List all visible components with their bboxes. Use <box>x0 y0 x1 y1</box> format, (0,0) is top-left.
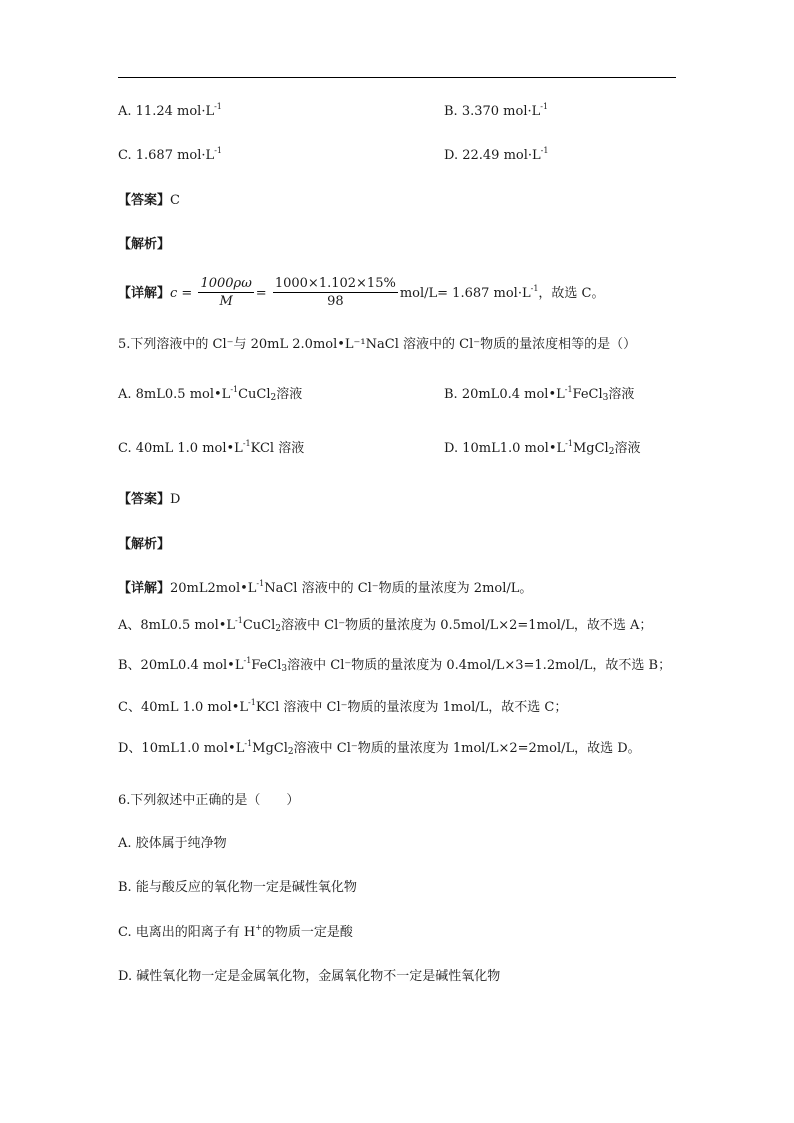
q6-option-b: B. 能与酸反应的氧化物一定是碱性氧化物 <box>118 880 357 895</box>
q5-explain-d: D、10mL1.0 $mol•L^{-1}MgCl_2$溶液中 Cl⁻物质的量浓度为 1mol/L×2=2mol/L，故选 D。 <box>118 739 641 757</box>
fraction-formula: $\frac{1000\rho\omega}{M}$ <box>200 276 252 309</box>
q4-answer: 【答案】C <box>118 193 180 208</box>
q4-option-a: A. 11.24 $mol\cdot L^{-1}$ <box>118 102 222 119</box>
q4-detail: 【详解】c = $\frac{1000\rho\omega}{M}$ = $\frac{1000\times 1.102\times 15\%}{98}$ mol/L= 1.687 $mol\cdot L^{-1}$，故选 C。 <box>118 276 605 309</box>
q5-explain-a: A、8mL0.5 $mol•L^{-1}CuCl_2$溶液中 Cl⁻物质的量浓度为 0.5mol/L×2=1mol/L，故不选 A； <box>118 616 653 634</box>
q4-option-b: B. 3.370 $mol\cdot L^{-1}$ <box>444 102 549 119</box>
q5-explain-c: C、40mL 1.0 $mol•L^{-1}KCl$ 溶液中 Cl⁻物质的量浓度为 1mol/L，故不选 C； <box>118 698 568 715</box>
q5-option-d: D. 10mL1.0 $mol•L^{-1}MgCl_2$溶液 <box>444 439 641 457</box>
q5-explain-b: B、20mL0.4 $mol•L^{-1}FeCl_3$溶液中 Cl⁻物质的量浓度为 0.4mol/L×3=1.2mol/L，故不选 B； <box>118 656 672 674</box>
q6-option-a: A. 胶体属于纯净物 <box>118 836 227 851</box>
fraction-calculation: $\frac{1000\times 1.102\times 15\%}{98}$ <box>274 276 396 309</box>
q5-analysis-label: 【解析】 <box>118 537 171 552</box>
q5-stem: 5.下列溶液中的 Cl⁻与 20mL 2.0mol•L⁻¹NaCl 溶液中的 Cl⁻物质的量浓度相等的是（） <box>118 337 637 352</box>
q4-analysis-label: 【解析】 <box>118 237 171 252</box>
header-rule <box>118 77 676 78</box>
q6-stem: 6.下列叙述中正确的是（ ） <box>118 793 300 808</box>
q5-option-a: A. 8mL0.5 $mol•L^{-1}CuCl_2$溶液 <box>118 385 303 403</box>
q5-option-c: C. 40mL 1.0 $mol•L^{-1}KCl$ 溶液 <box>118 439 305 456</box>
q5-detail: 【详解】$20mL2mol•L^{-1}NaCl$ 溶液中的 Cl⁻物质的量浓度为 2mol/L。 <box>118 579 533 596</box>
q6-option-c: C. 电离出的阳离子有 H+的物质一定是酸 <box>118 923 353 940</box>
q5-answer: 【答案】D <box>118 492 181 507</box>
q4-option-c: C. 1.687 $mol\cdot L^{-1}$ <box>118 146 222 163</box>
q5-option-b: B. 20mL0.4 $mol•L^{-1}FeCl_3$溶液 <box>444 385 635 403</box>
q6-option-d: D. 碱性氧化物一定是金属氧化物，金属氧化物不一定是碱性氧化物 <box>118 969 501 984</box>
q4-option-d: D. 22.49 $mol\cdot L^{-1}$ <box>444 146 549 163</box>
